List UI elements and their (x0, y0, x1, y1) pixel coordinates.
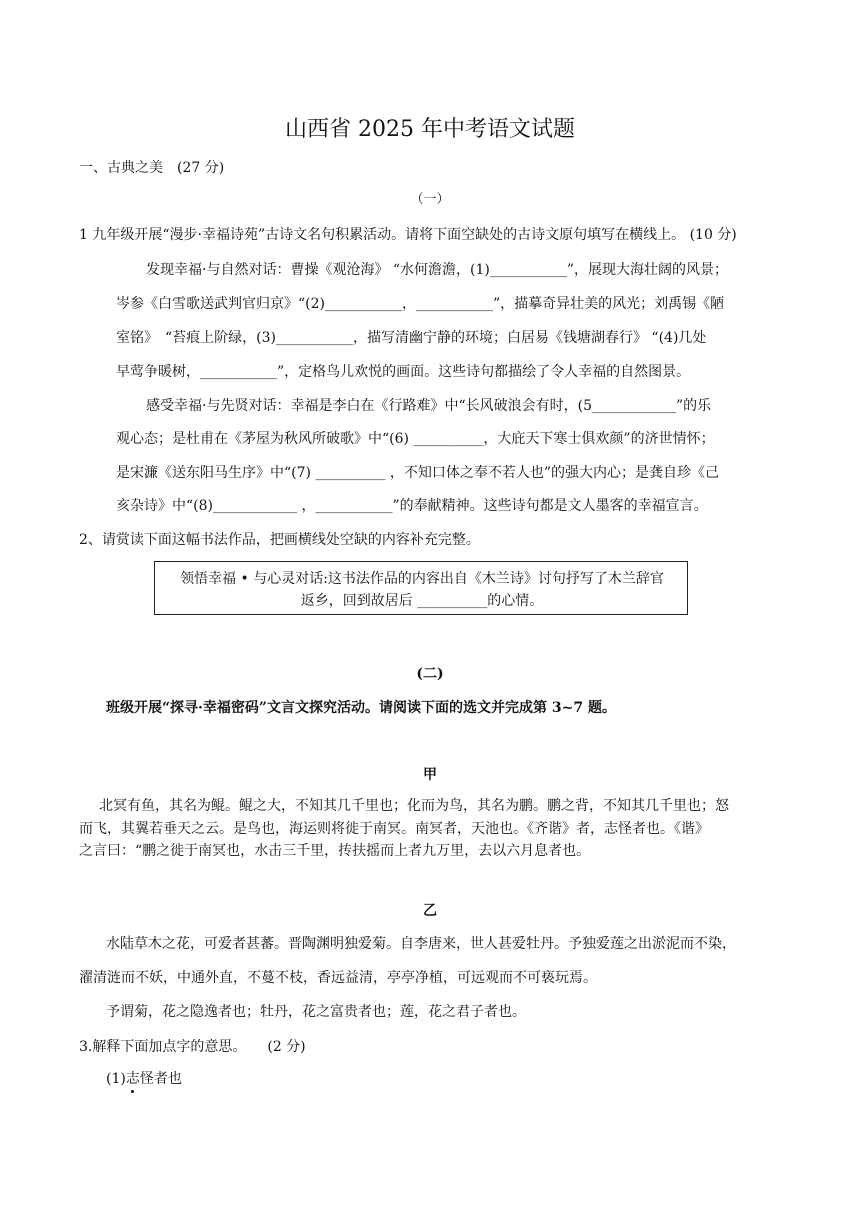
question-1-line: 室铭》 “苔痕上阶绿，(3)___________，描写清幽宁静的环境；白居易《钱塘湖春行》 “(4)几处 (116, 330, 707, 346)
question-2-stem: 2、请赏读下面这幅书法作品，把画横线处空缺的内容补充完整。 (79, 532, 480, 548)
passage-yi-line: 水陆草木之花，可爱者甚蕃。晋陶渊明独爱菊。自李唐来，世人甚爱牡丹。予独爱莲之出淤泥而不染， (106, 936, 736, 952)
question-1-line: 早莺争暖树，___________”，定格鸟儿欢悦的画面。这些诗句都描绘了令人幸福的自然图景。 (116, 364, 691, 380)
part-two-intro: 班级开展“探寻·幸福密码”文言文探究活动。请阅读下面的选文并完成第 3~7 题。 (106, 700, 616, 716)
calligraphy-prompt-box (154, 561, 688, 615)
question-3-item-text: 怪者也 (139, 1071, 182, 1087)
question-1-stem: 1 九年级开展“漫步·幸福诗苑”古诗文名句积累活动。请将下面空缺处的古诗文原句填写在横线上。 (10 分) (79, 227, 737, 243)
part-one-marker: （一） (410, 192, 450, 207)
page-title: 山西省 2025 年中考语文试题 (285, 117, 575, 142)
passage-jia-line: 而飞，其翼若垂天之云。是鸟也，海运则将徙于南冥。南冥者，天池也。《齐谐》者，志怪者也。《谐》 (79, 821, 709, 837)
question-1-line: 亥杂诗》中“(8)____________ ，___________”的奉献精神。这些诗句都是文人墨客的幸福宣言。 (116, 498, 708, 514)
question-3-stem: 3.解释下面加点字的意思。 (2 分) (79, 1039, 306, 1055)
question-1-line: 岑参《白雪歌送武判官归京》“(2)___________，___________”，描摹奇异壮美的风光；刘禹锡《陋 (116, 296, 725, 312)
passage-yi-label: 乙 (423, 903, 437, 919)
passage-jia-label: 甲 (423, 767, 437, 783)
calligraphy-prompt-line-2: 返乡，回到故居后 __________的心情。 (300, 593, 544, 609)
part-two-marker: (二) (416, 666, 444, 682)
passage-jia-line: 北冥有鱼，其名为鲲。鲲之大，不知其几千里也；化而为鸟，其名为鹏。鹏之背，不知其几千里也；怒 (99, 798, 729, 814)
question-3-item-number: (1) (106, 1071, 126, 1087)
question-1-line: 是宋濂《送东阳马生序》中“(7) __________ ，不知口体之奉不若人也”的强大内心；是龚自珍《己 (116, 465, 720, 481)
passage-yi-line: 予谓菊，花之隐逸者也；牡丹，花之富贵者也；莲，花之君子者也。 (106, 1004, 526, 1020)
calligraphy-prompt-line-1: 领悟幸福 • 与心灵对话:这书法作品的内容出自《木兰诗》讨句抒写了木兰辞官 (180, 571, 664, 587)
passage-yi-line: 濯清涟而不妖，中通外直，不蔓不枝，香远益清，亭亭净植，可远观而不可亵玩焉。 (79, 970, 597, 986)
question-1-line: 感受幸福·与先贤对话：幸福是李白在《行路难》中“长风破浪会有时，(5____________”的乐 (146, 398, 712, 414)
passage-jia-line: 之言曰：“鹏之徙于南冥也，水击三千里，抟扶摇而上者九万里，去以六月息者也。 (79, 843, 591, 859)
question-1-line: 观心态；是杜甫在《茅屋为秋风所破歌》中“(6) __________，大庇天下寒士俱欢颜”的济世情怀； (116, 431, 715, 447)
question-3-item-1 (106, 1069, 182, 1089)
section-heading-classical: 一、古典之美 (27 分) (79, 160, 225, 176)
question-1-line: 发现幸福·与自然对话：曹操《观沧海》 “水何澹澹，(1)___________”，展现大海壮阔的风景； (146, 262, 729, 278)
dotted-character: 志 (125, 1071, 140, 1087)
